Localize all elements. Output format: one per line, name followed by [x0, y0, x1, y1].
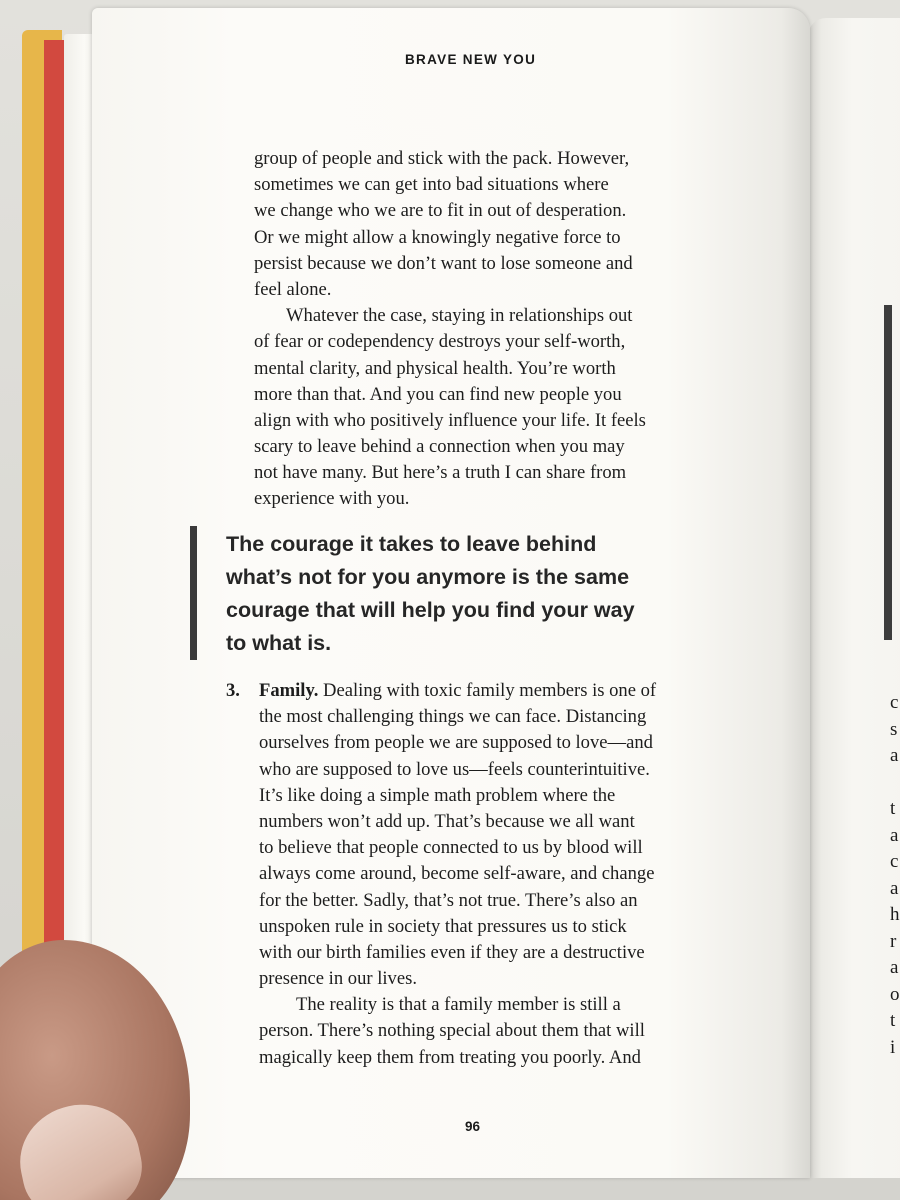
facing-letter: i [890, 1036, 896, 1058]
text-line: ourselves from people we are supposed to love—and [259, 732, 653, 754]
list-number: 3. [226, 680, 240, 701]
pull-quote [190, 526, 750, 660]
pull-quote-text [226, 528, 746, 660]
text-line: scary to leave behind a connection when you may [254, 436, 625, 458]
text-line: magically keep them from treating you poorly. And [259, 1046, 641, 1068]
facing-letter: c [890, 692, 899, 713]
facing-letter [890, 770, 900, 797]
facing-letter: a [890, 824, 899, 846]
text-line: more than that. And you can find new people you [254, 383, 622, 405]
facing-letter: a [890, 957, 899, 978]
text-line: numbers won’t add up. That’s because we all want [259, 810, 635, 832]
text-span: Dealing with toxic family members is one of [318, 680, 657, 701]
text-line: sometimes we can get into bad situations where [254, 174, 609, 196]
facing-letter: s [890, 718, 898, 740]
facing-letter: a [890, 877, 899, 899]
facing-letter: o [890, 983, 900, 1005]
facing-page-text [890, 690, 900, 1061]
text-line: align with who positively influence your life. It feels [254, 409, 646, 431]
facing-letter: h [890, 904, 900, 925]
text-line: the most challenging things we can face. Distancing [259, 706, 647, 728]
facing-letter: r [890, 930, 897, 952]
text-line: Whatever the case, staying in relationships out [286, 305, 633, 327]
text-line: persist because we don’t want to lose someone and [254, 252, 633, 274]
text-line: always come around, become self-aware, and change [259, 863, 655, 885]
text-line: with our birth families even if they are a destructive [259, 941, 645, 963]
text-line: The reality is that a family member is still a [296, 994, 621, 1016]
text-line: presence in our lives. [259, 968, 417, 990]
running-head: BRAVE NEW YOU [405, 52, 537, 67]
facing-page-quote-bar [884, 305, 892, 640]
text-line: mental clarity, and physical health. You’re worth [254, 357, 616, 379]
text-line: for the better. Sadly, that’s not true. There’s also an [259, 889, 638, 911]
list-term: Family. [259, 680, 319, 701]
pull-quote-bar-left [190, 526, 197, 660]
pull-quote-line: courage that will help you find your way [226, 598, 635, 622]
text-line: experience with you. [254, 488, 410, 510]
pull-quote-line: what’s not for you anymore is the same [226, 565, 630, 589]
facing-letter: c [890, 851, 899, 872]
text-line: feel alone. [254, 278, 332, 300]
pull-quote-line: The courage it takes to leave behind [226, 532, 597, 556]
text-line [259, 678, 739, 704]
page-number: 96 [465, 1119, 481, 1134]
text-line: It’s like doing a simple math problem where the [259, 784, 616, 806]
text-line: Or we might allow a knowingly negative force to [254, 226, 621, 248]
facing-letter: t [890, 1010, 896, 1031]
text-line: of fear or codependency destroys your self-worth, [254, 331, 626, 353]
text-line: group of people and stick with the pack. However, [254, 148, 630, 169]
text-line: to believe that people connected to us by blood will [259, 837, 643, 859]
text-line: who are supposed to love us—feels counterintuitive. [259, 758, 650, 780]
facing-letter: a [890, 745, 899, 766]
list-item-text [259, 678, 739, 1071]
pull-quote-line: to what is. [226, 631, 332, 655]
text-line: person. There’s nothing special about them that will [259, 1020, 645, 1042]
body-text [254, 146, 724, 513]
facing-letter: t [890, 798, 896, 819]
text-line: not have many. But here’s a truth I can share from [254, 462, 627, 484]
text-line: we change who we are to fit in out of desperation. [254, 200, 627, 222]
text-line: unspoken rule in society that pressures us to stick [259, 915, 627, 937]
